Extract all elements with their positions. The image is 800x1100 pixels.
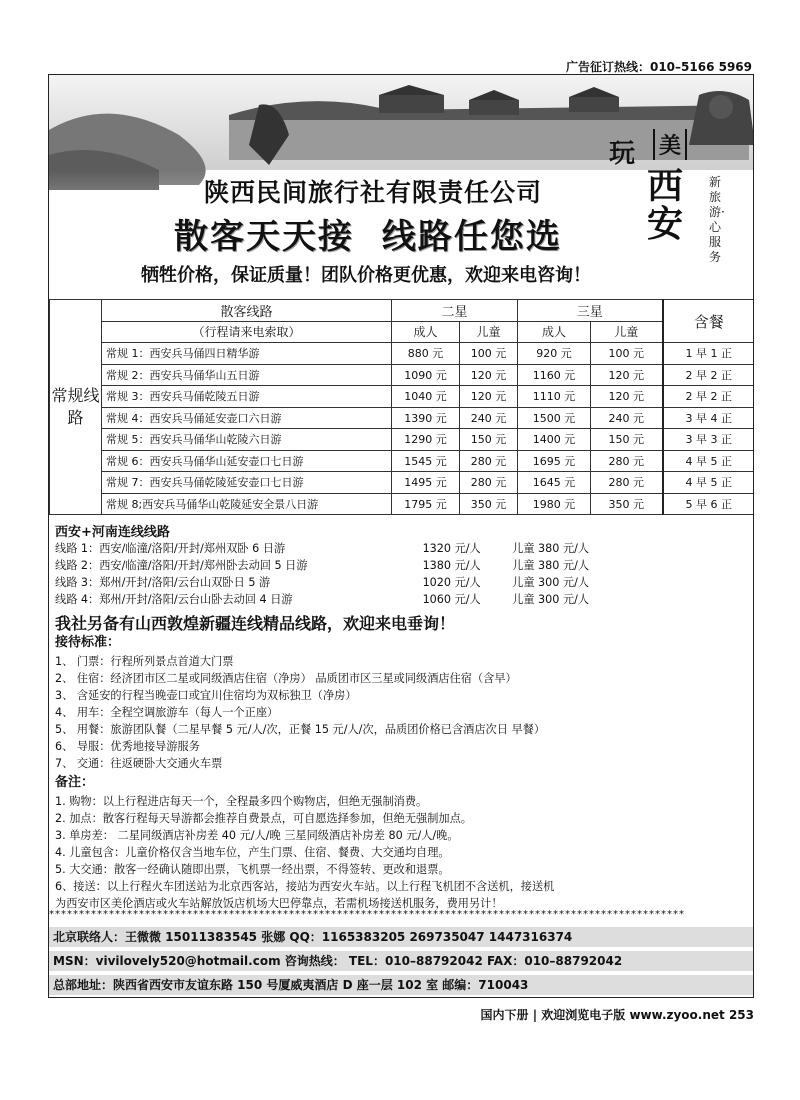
route-cell: 常规 2：西安兵马俑华山五日游 xyxy=(102,364,392,386)
contact-line-3: 总部地址：陕西省西安市友谊东路 150 号厦威夷酒店 D 座一层 102 室 邮编：710043 xyxy=(49,975,754,995)
henan-child-price: 儿童 380 元/人 xyxy=(512,559,590,572)
two-star-child-header: 儿童 xyxy=(460,321,518,343)
three-star-adult-price: 1400 元 xyxy=(518,429,591,451)
meals-cell: 1 早 1 正 xyxy=(663,343,755,365)
two-star-child-price: 120 元 xyxy=(460,364,518,386)
banner xyxy=(49,75,754,297)
two-star-child-price: 100 元 xyxy=(460,343,518,365)
list-item xyxy=(55,574,749,591)
route-price-table xyxy=(49,299,754,515)
henan-route: 线路 3：郑州/开封/洛阳/云台山双卧日 5 游 xyxy=(55,576,271,589)
three-star-adult-price: 920 元 xyxy=(518,343,591,365)
table-row xyxy=(50,450,755,472)
list-item: 5、 用餐：旅游团队餐（二星早餐 5 元/人/次，正餐 15 元/人/次，品质团价格已含酒店次日 早餐） xyxy=(55,723,546,736)
three-star-adult-price: 1645 元 xyxy=(518,472,591,494)
table-row xyxy=(50,429,755,451)
henan-adult-price: 1060 元/人 xyxy=(422,593,481,606)
advert-frame xyxy=(48,74,754,998)
three-star-child-price: 280 元 xyxy=(591,472,663,494)
contact-line-1: 北京联络人：王微微 15011383545 张娜 QQ：1165383205 269735047 1447316374 xyxy=(49,927,754,947)
route-cell: 常规 3：西安兵马俑乾陵五日游 xyxy=(102,386,392,408)
two-star-adult-price: 1795 元 xyxy=(392,493,460,515)
table-row xyxy=(50,407,755,429)
list-item: 1. 购物：以上行程进店每天一个，全程最多四个购物店，但绝无强制消费。 xyxy=(55,795,428,808)
henan-route: 线路 4：郑州/开封/洛阳/云台山卧去动回 4 日游 xyxy=(55,593,293,606)
two-star-child-price: 240 元 xyxy=(460,407,518,429)
contact-line-2: MSN：vivilovely520@hotmail.com 咨询热线： TEL：010–88792042 FAX：010–88792042 xyxy=(49,951,754,971)
meals-cell: 3 早 3 正 xyxy=(663,429,755,451)
two-star-child-price: 150 元 xyxy=(460,429,518,451)
list-item: 为西安市区美伦酒店或火车站解放饭店机场大巴停靠点，若需机场接送机服务，费用另计！ xyxy=(55,897,503,910)
three-star-child-price: 150 元 xyxy=(591,429,663,451)
route-header: 散客线路 xyxy=(102,300,392,322)
standards-heading: 接待标准： xyxy=(55,635,121,650)
list-item: 7、 交通：往返硬卧大交通火车票 xyxy=(55,757,223,770)
vertical-motto: 新旅游·心服务 xyxy=(709,175,725,264)
three-star-child-header: 儿童 xyxy=(591,321,663,343)
table-row xyxy=(50,343,755,365)
table-row xyxy=(50,386,755,408)
play-char: 玩 xyxy=(609,139,636,169)
three-star-child-price: 240 元 xyxy=(591,407,663,429)
henan-child-price: 儿童 380 元/人 xyxy=(512,542,590,555)
route-cell: 常规 7：西安兵马俑乾陵延安壶口七日游 xyxy=(102,472,392,494)
two-star-adult-price: 1090 元 xyxy=(392,364,460,386)
list-item: 1、 门票：行程所列景点首道大门票 xyxy=(55,655,234,668)
page-footer: 国内下册 | 欢迎浏览电子版 www.zyoo.net 253 xyxy=(480,1008,754,1022)
list-item: 3、 含延安的行程当晚壶口或宜川住宿均为双标独卫（净房） xyxy=(55,689,357,702)
two-star-adult-price: 1390 元 xyxy=(392,407,460,429)
meals-cell: 2 早 2 正 xyxy=(663,364,755,386)
list-item: 6、接送：以上行程火车团送站为北京西客站，接站为西安火车站。以上行程飞机团不含送机，接送机 xyxy=(55,880,555,893)
three-star-child-price: 100 元 xyxy=(591,343,663,365)
henan-adult-price: 1020 元/人 xyxy=(422,576,481,589)
three-star-adult-price: 1110 元 xyxy=(518,386,591,408)
three-star-adult-header: 成人 xyxy=(518,321,591,343)
two-star-child-price: 120 元 xyxy=(460,386,518,408)
route-cell: 常规 1：西安兵马俑四日精华游 xyxy=(102,343,392,365)
two-star-child-price: 280 元 xyxy=(460,450,518,472)
beauty-char: 美 xyxy=(653,129,687,160)
company-name: 陕西民间旅行社有限责任公司 xyxy=(204,178,543,207)
route-cell: 常规 5：西安兵马俑华山乾陵六日游 xyxy=(102,429,392,451)
henan-section xyxy=(55,521,749,634)
notes-section xyxy=(55,771,749,912)
meals-cell: 3 早 4 正 xyxy=(663,407,755,429)
meals-cell: 4 早 5 正 xyxy=(663,450,755,472)
two-star-child-price: 280 元 xyxy=(460,472,518,494)
slogan-part-1: 散客天天接 xyxy=(174,217,354,257)
table-row xyxy=(50,472,755,494)
three-star-adult-price: 1980 元 xyxy=(518,493,591,515)
two-star-adult-price: 1290 元 xyxy=(392,429,460,451)
meals-cell: 4 早 5 正 xyxy=(663,472,755,494)
xian-title: 西安 xyxy=(647,165,684,245)
henan-child-price: 儿童 300 元/人 xyxy=(512,576,590,589)
slogan xyxy=(174,209,562,258)
route-cell: 常规 4：西安兵马俑延安壶口六日游 xyxy=(102,407,392,429)
two-star-adult-header: 成人 xyxy=(392,321,460,343)
list-item: 5. 大交通：散客一经确认随即出票，飞机票一经出票，不得签转、更改和退票。 xyxy=(55,863,450,876)
two-star-adult-price: 1495 元 xyxy=(392,472,460,494)
henan-route: 线路 1：西安/临潼/洛阳/开封/郑州双卧 6 日游 xyxy=(55,542,286,555)
two-star-adult-price: 880 元 xyxy=(392,343,460,365)
list-item: 2、 住宿：经济团市区二星或同级酒店住宿（净房） 品质团市区三星或同级酒店住宿（含早） xyxy=(55,672,517,685)
henan-route: 线路 2：西安/临潼/洛阳/开封/郑州卧去动回 5 日游 xyxy=(55,559,308,572)
meals-header: 含餐 xyxy=(663,300,755,343)
meals-cell: 2 早 2 正 xyxy=(663,386,755,408)
two-star-child-price: 350 元 xyxy=(460,493,518,515)
notes-heading: 备注： xyxy=(55,775,95,790)
three-star-child-price: 350 元 xyxy=(591,493,663,515)
three-star-header: 三星 xyxy=(518,300,663,322)
standards-section xyxy=(55,631,749,772)
three-star-child-price: 120 元 xyxy=(591,364,663,386)
slogan-part-2: 线路任您选 xyxy=(381,217,562,257)
route-cell: 常规 6：西安兵马俑华山延安壶口七日游 xyxy=(102,450,392,472)
table-row xyxy=(50,364,755,386)
henan-child-price: 儿童 300 元/人 xyxy=(512,593,590,606)
list-item xyxy=(55,557,749,574)
side-label: 常规线路 xyxy=(50,300,102,515)
list-item: 2. 加点：散客行程每天导游都会推荐自费景点，可自愿选择参加，但绝无强制加点。 xyxy=(55,812,472,825)
henan-adult-price: 1380 元/人 xyxy=(422,559,481,572)
table-row xyxy=(50,493,755,515)
three-star-adult-price: 1500 元 xyxy=(518,407,591,429)
henan-heading: 西安+河南连线线路 xyxy=(55,525,170,540)
promo-subtext: 牺牲价格，保证质量！团队价格更优惠，欢迎来电咨询！ xyxy=(141,265,591,286)
two-star-adult-price: 1545 元 xyxy=(392,450,460,472)
two-star-header: 二星 xyxy=(392,300,518,322)
three-star-child-price: 280 元 xyxy=(591,450,663,472)
meals-cell: 5 早 6 正 xyxy=(663,493,755,515)
list-item: 4. 儿童包含：儿童价格仅含当地车位，产生门票、住宿、餐费、大交通均自理。 xyxy=(55,846,450,859)
list-item xyxy=(55,591,749,608)
three-star-adult-price: 1695 元 xyxy=(518,450,591,472)
extra-routes-note: 我社另备有山西敦煌新疆连线精品线路，欢迎来电垂询！ xyxy=(55,614,456,633)
route-cell: 常规 8;西安兵马俑华山乾陵延安全景八日游 xyxy=(102,493,392,515)
route-subheader: （行程请来电索取） xyxy=(102,321,392,343)
three-star-child-price: 120 元 xyxy=(591,386,663,408)
list-item: 3. 单房差： 二星同级酒店补房差 40 元/人/晚 三星同级酒店补房差 80 元/人/晚。 xyxy=(55,829,459,842)
henan-adult-price: 1320 元/人 xyxy=(422,542,481,555)
dotted-divider: ********************************************************************************************************** xyxy=(49,909,685,920)
ad-hotline: 广告征订热线：010–5166 5969 xyxy=(565,60,752,74)
list-item xyxy=(55,540,749,557)
list-item: 6、 导服：优秀地接导游服务 xyxy=(55,740,200,753)
two-star-adult-price: 1040 元 xyxy=(392,386,460,408)
list-item: 4、 用车：全程空调旅游车（每人一个正座） xyxy=(55,706,279,719)
three-star-adult-price: 1160 元 xyxy=(518,364,591,386)
